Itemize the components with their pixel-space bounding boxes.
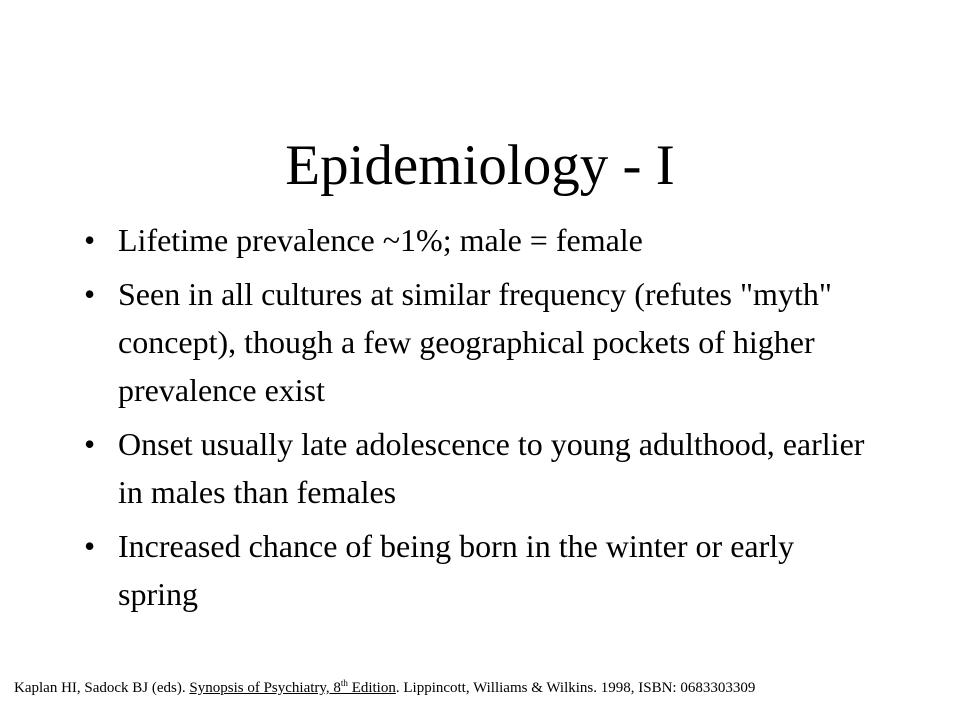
- citation-book-title: [189, 680, 395, 696]
- bullet-text: Lifetime prevalence ~1%; male = female: [118, 222, 643, 258]
- citation: [14, 678, 954, 698]
- bullet-dot-icon: •: [84, 276, 96, 312]
- citation-edition: Edition: [347, 680, 396, 696]
- bullet-item: [84, 216, 874, 264]
- citation-book-name: Synopsis of Psychiatry, 8: [189, 680, 341, 696]
- citation-authors: Kaplan HI, Sadock BJ (eds).: [14, 680, 190, 696]
- bullet-dot-icon: •: [84, 222, 96, 258]
- bullet-list: [84, 216, 874, 624]
- bullet-dot-icon: •: [84, 528, 96, 564]
- bullet-item: [84, 420, 874, 516]
- slide-title: Epidemiology - I: [285, 134, 675, 198]
- bullet-text: Onset usually late adolescence to young adulthood, earlier in males than females: [118, 426, 865, 510]
- bullet-item: [84, 522, 874, 618]
- citation-publisher: . Lippincott, Williams & Wilkins. 1998, ISBN: 0683303309: [395, 680, 756, 696]
- citation-edition-superscript: th: [340, 678, 348, 688]
- bullet-dot-icon: •: [84, 426, 96, 462]
- bullet-text: Seen in all cultures at similar frequency (refutes "myth" concept), though a few geographical pockets of higher prevalence exist: [118, 276, 832, 408]
- bullet-text: Increased chance of being born in the winter or early spring: [118, 528, 795, 612]
- bullet-item: [84, 270, 874, 414]
